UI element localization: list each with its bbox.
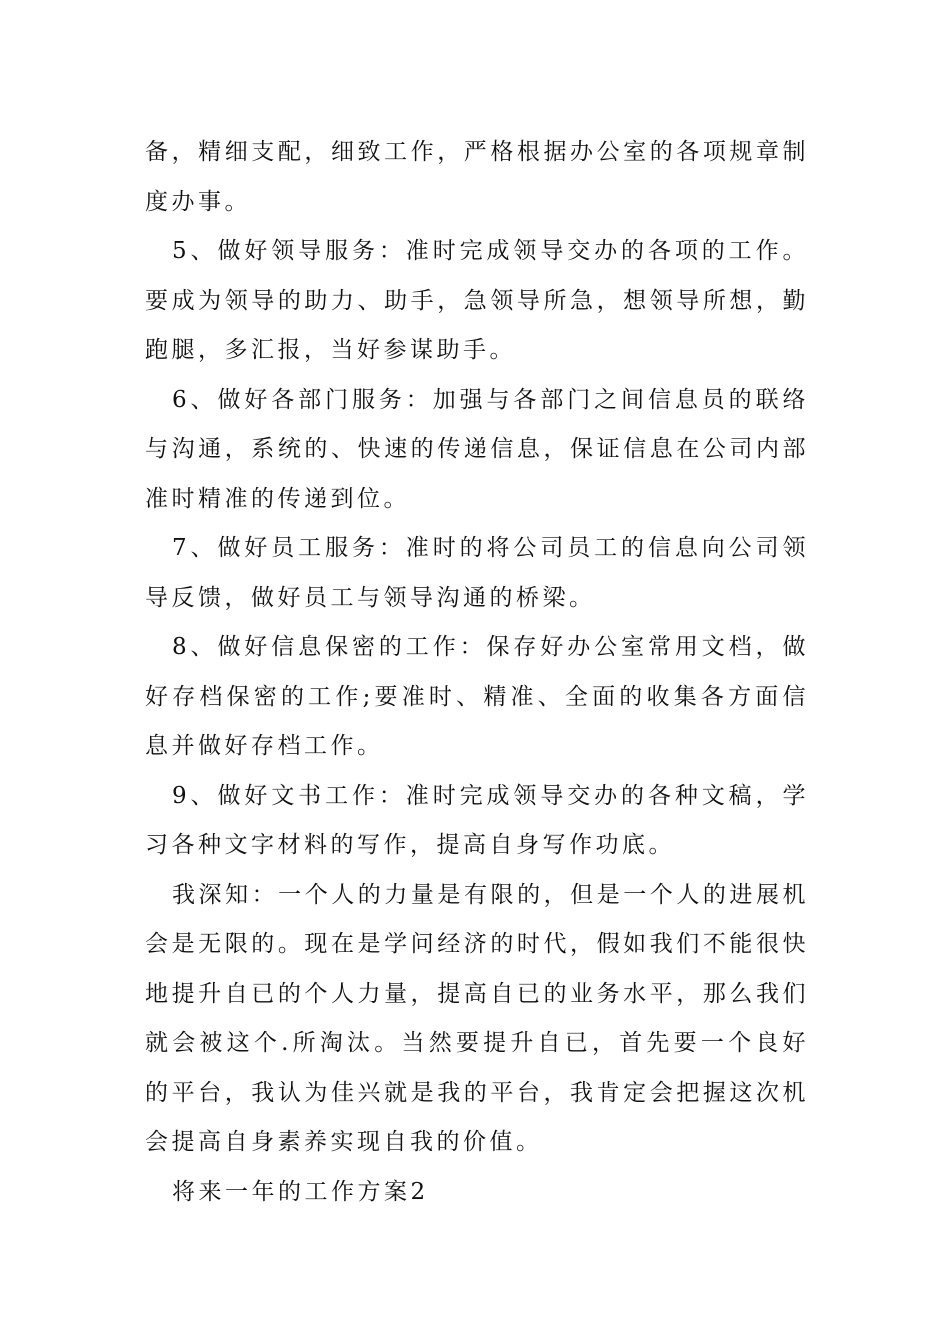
paragraph-item-6: 6、做好各部门服务：加强与各部门之间信息员的联络与沟通，系统的、快速的传递信息，保证信息在公司内部准时精准的传递到位。 bbox=[145, 386, 809, 512]
paragraph-item-7: 7、做好员工服务：准时的将公司员工的信息向公司领导反馈，做好员工与领导沟通的桥梁。 bbox=[145, 535, 809, 611]
document-body bbox=[145, 128, 809, 1217]
paragraph-continuation: 备，精细支配，细致工作，严格根据办公室的各项规章制度办事。 bbox=[145, 139, 809, 215]
paragraph-reflection: 我深知：一个人的力量是有限的，但是一个人的进展机会是无限的。现在是学问经济的时代，假如我们不能很快地提升自已的个人力量，提高自已的业务水平，那么我们就会被这个.所淘汰。当然要提升自已，首先要一个良好的平台，我认为佳兴就是我的平台，我肯定会把握这次机会提高自身素养实现自我的价值。 bbox=[145, 881, 809, 1155]
paragraph-item-8: 8、做好信息保密的工作：保存好办公室常用文档，做好存档保密的工作;要准时、精准、全面的收集各方面信息并做好存档工作。 bbox=[145, 634, 809, 759]
section-heading: 将来一年的工作方案2 bbox=[172, 1178, 429, 1205]
paragraph-item-5: 5、做好领导服务：准时完成领导交办的各项的工作。要成为领导的助力、助手，急领导所急，想领导所想，勤跑腿，多汇报，当好参谋助手。 bbox=[145, 238, 809, 363]
paragraph-item-9: 9、做好文书工作：准时完成领导交办的各种文稿，学习各种文字材料的写作，提高自身写作功底。 bbox=[145, 782, 809, 858]
